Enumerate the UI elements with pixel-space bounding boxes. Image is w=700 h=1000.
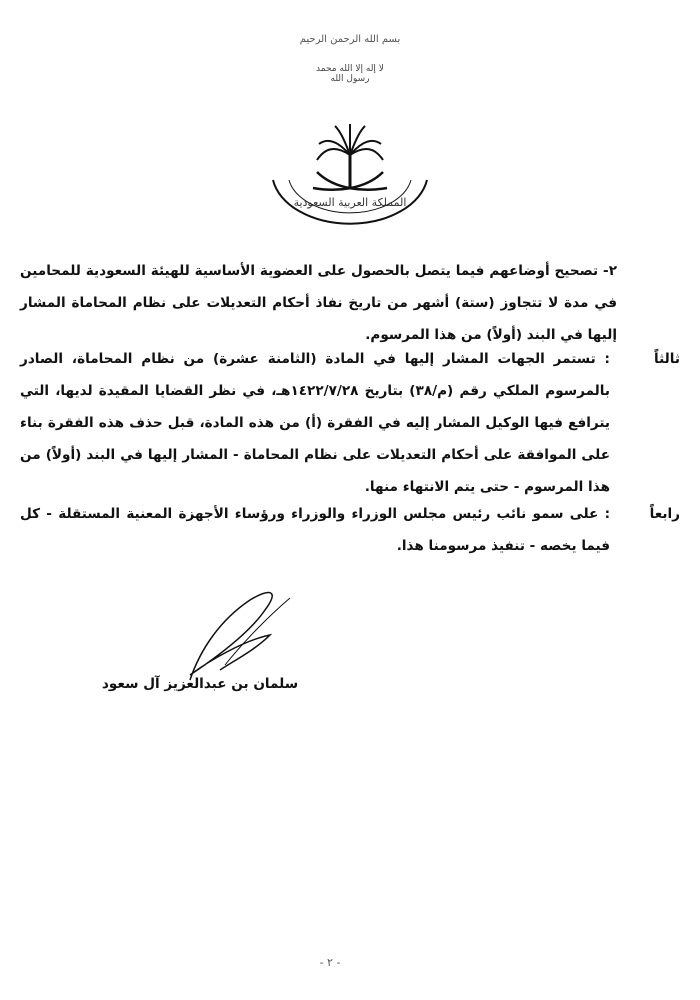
signature-icon — [150, 580, 330, 690]
paragraph-2: ٢- تصحيح أوضاعهم فيما يتصل بالحصول على العضوية الأساسية للهيئة السعودية للمحامين في مدة لا تتجاوز (ستة) أشهر من تاريخ نفاذ أحكام التعديلات على نظام المحاماة المشار إليها في البند (أولاً) من هذا المرسوم. — [20, 263, 617, 343]
page-number: - ٢ - — [319, 956, 341, 969]
item-fourth-text: : على سمو نائب رئيس مجلس الوزراء والوزراء ورؤساء الأجهزة المعنية المستقلة - كل فيما يخصه - تنفيذ مرسومنا هذا. — [20, 506, 610, 554]
saudi-emblem-icon — [255, 60, 445, 240]
basmala: بسم الله الرحمن الرحيم — [299, 34, 401, 45]
item-third — [20, 343, 680, 503]
shahada: لا إله إلا الله محمد رسول الله — [316, 64, 384, 84]
item-fourth — [20, 498, 680, 562]
signer-name: سلمان بن عبدالعزيز آل سعود — [101, 676, 299, 692]
kingdom-seal-text: المملكة العربية السعودية — [293, 196, 407, 209]
item-third-label: ثالثاً — [654, 351, 680, 367]
item-fourth-label: رابعاً — [649, 506, 680, 522]
item-third-text: : تستمر الجهات المشار إليها في المادة (الثامنة عشرة) من نظام المحاماة، الصادر بالمرسوم الملكي رقم (م/٣٨) بتاريخ ١٤٢٢/٧/٢٨هـ، في نظر القضايا المقيدة لديها، التي يترافع فيها الوكيل المشار إليه في الفقرة (أ) من هذه المادة، قبل حذف هذه الفقرة بناء على الموافقة على أحكام التعديلات على نظام المحاماة - المشار إليها في البند (أولاً) من هذا المرسوم - حتى يتم الانتهاء منها. — [20, 351, 610, 495]
